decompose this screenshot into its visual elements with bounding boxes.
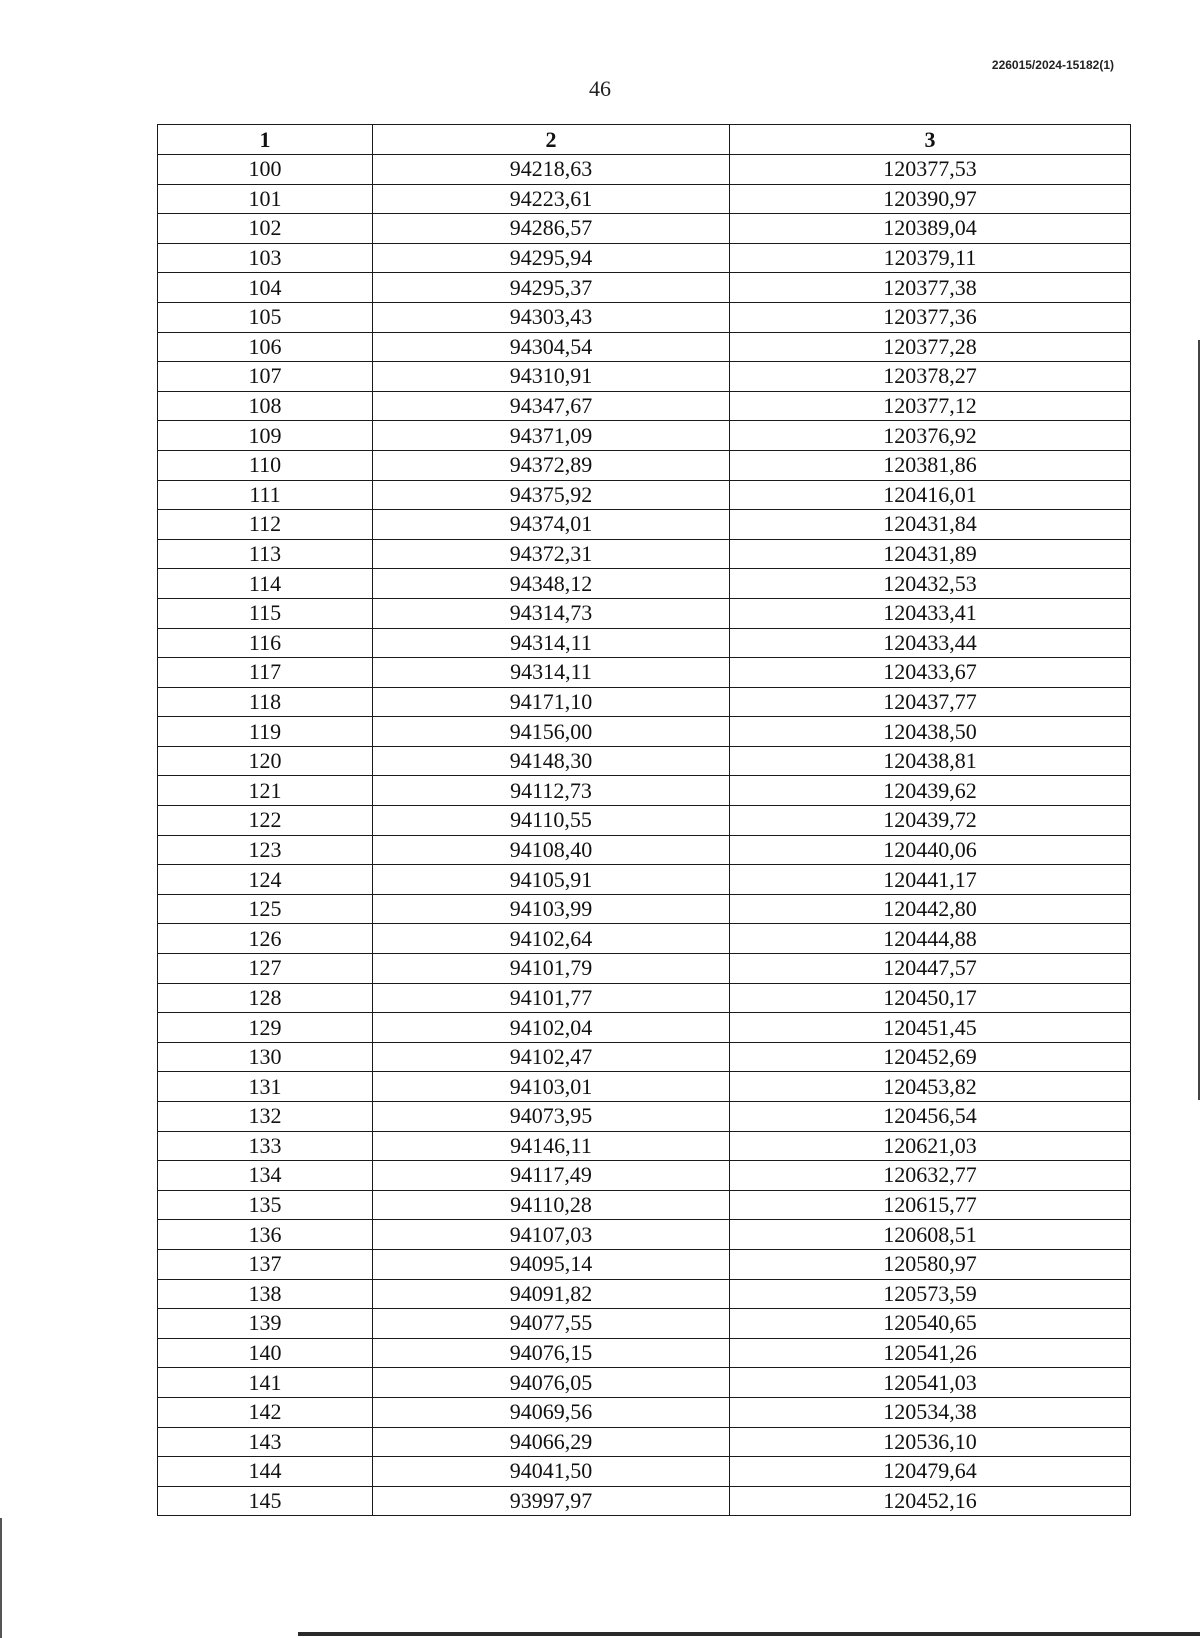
x-coordinate-cell: 94073,95 [373,1102,730,1132]
table-row [158,450,1131,480]
y-coordinate-cell: 120621,03 [730,1131,1131,1161]
point-number-cell: 144 [158,1457,373,1487]
table-row [158,894,1131,924]
x-coordinate-cell: 94117,49 [373,1161,730,1191]
x-coordinate-cell: 94105,91 [373,865,730,895]
table-row [158,1486,1131,1516]
x-coordinate-cell: 94103,99 [373,894,730,924]
y-coordinate-cell: 120540,65 [730,1309,1131,1339]
y-coordinate-cell: 120632,77 [730,1161,1131,1191]
y-coordinate-cell: 120580,97 [730,1249,1131,1279]
table-row [158,510,1131,540]
y-coordinate-cell: 120479,64 [730,1457,1131,1487]
y-coordinate-cell: 120534,38 [730,1397,1131,1427]
x-coordinate-cell: 94110,28 [373,1190,730,1220]
x-coordinate-cell: 94076,05 [373,1368,730,1398]
table-row [158,717,1131,747]
point-number-cell: 118 [158,687,373,717]
point-number-cell: 110 [158,450,373,480]
table-row [158,214,1131,244]
y-coordinate-cell: 120447,57 [730,954,1131,984]
y-coordinate-cell: 120456,54 [730,1102,1131,1132]
table-row [158,1102,1131,1132]
y-coordinate-cell: 120452,16 [730,1486,1131,1516]
x-coordinate-cell: 94091,82 [373,1279,730,1309]
y-coordinate-cell: 120437,77 [730,687,1131,717]
point-number-cell: 124 [158,865,373,895]
x-coordinate-cell: 93997,97 [373,1486,730,1516]
point-number-cell: 131 [158,1072,373,1102]
point-number-cell: 134 [158,1161,373,1191]
document-id: 226015/2024-15182(1) [991,58,1114,72]
table-row [158,1190,1131,1220]
y-coordinate-cell: 120541,26 [730,1338,1131,1368]
table-header-row [158,125,1131,155]
x-coordinate-cell: 94101,79 [373,954,730,984]
point-number-cell: 109 [158,421,373,451]
point-number-cell: 143 [158,1427,373,1457]
x-coordinate-cell: 94148,30 [373,746,730,776]
table-row [158,954,1131,984]
table-row [158,1457,1131,1487]
x-coordinate-cell: 94146,11 [373,1131,730,1161]
point-number-cell: 113 [158,539,373,569]
column-header-3: 3 [730,125,1131,155]
point-number-cell: 145 [158,1486,373,1516]
table-row [158,1161,1131,1191]
y-coordinate-cell: 120377,38 [730,273,1131,303]
x-coordinate-cell: 94107,03 [373,1220,730,1250]
point-number-cell: 111 [158,480,373,510]
y-coordinate-cell: 120378,27 [730,362,1131,392]
x-coordinate-cell: 94041,50 [373,1457,730,1487]
x-coordinate-cell: 94110,55 [373,806,730,836]
x-coordinate-cell: 94218,63 [373,155,730,185]
x-coordinate-cell: 94077,55 [373,1309,730,1339]
x-coordinate-cell: 94375,92 [373,480,730,510]
point-number-cell: 103 [158,243,373,273]
table-row [158,746,1131,776]
point-number-cell: 136 [158,1220,373,1250]
table-row [158,1013,1131,1043]
scan-left-edge [0,1518,2,1638]
x-coordinate-cell: 94295,94 [373,243,730,273]
point-number-cell: 104 [158,273,373,303]
y-coordinate-cell: 120433,44 [730,628,1131,658]
x-coordinate-cell: 94348,12 [373,569,730,599]
table-row [158,1338,1131,1368]
y-coordinate-cell: 120377,28 [730,332,1131,362]
x-coordinate-cell: 94112,73 [373,776,730,806]
x-coordinate-cell: 94069,56 [373,1397,730,1427]
table-row [158,273,1131,303]
y-coordinate-cell: 120608,51 [730,1220,1131,1250]
y-coordinate-cell: 120431,89 [730,539,1131,569]
x-coordinate-cell: 94310,91 [373,362,730,392]
y-coordinate-cell: 120433,67 [730,658,1131,688]
column-header-2: 2 [373,125,730,155]
point-number-cell: 123 [158,835,373,865]
table-row [158,687,1131,717]
point-number-cell: 102 [158,214,373,244]
point-number-cell: 108 [158,391,373,421]
y-coordinate-cell: 120389,04 [730,214,1131,244]
y-coordinate-cell: 120441,17 [730,865,1131,895]
point-number-cell: 101 [158,184,373,214]
y-coordinate-cell: 120439,72 [730,806,1131,836]
y-coordinate-cell: 120573,59 [730,1279,1131,1309]
table-row [158,302,1131,332]
table-row [158,1397,1131,1427]
y-coordinate-cell: 120444,88 [730,924,1131,954]
table-row [158,983,1131,1013]
x-coordinate-cell: 94295,37 [373,273,730,303]
table-row [158,155,1131,185]
x-coordinate-cell: 94066,29 [373,1427,730,1457]
x-coordinate-cell: 94303,43 [373,302,730,332]
x-coordinate-cell: 94102,04 [373,1013,730,1043]
y-coordinate-cell: 120442,80 [730,894,1131,924]
table-row [158,835,1131,865]
table-row [158,806,1131,836]
x-coordinate-cell: 94304,54 [373,332,730,362]
point-number-cell: 100 [158,155,373,185]
point-number-cell: 116 [158,628,373,658]
x-coordinate-cell: 94223,61 [373,184,730,214]
table-row [158,421,1131,451]
coordinates-table [157,124,1131,1516]
point-number-cell: 138 [158,1279,373,1309]
table-row [158,1309,1131,1339]
x-coordinate-cell: 94314,11 [373,628,730,658]
table-row [158,243,1131,273]
x-coordinate-cell: 94101,77 [373,983,730,1013]
point-number-cell: 140 [158,1338,373,1368]
point-number-cell: 114 [158,569,373,599]
x-coordinate-cell: 94103,01 [373,1072,730,1102]
x-coordinate-cell: 94156,00 [373,717,730,747]
x-coordinate-cell: 94314,11 [373,658,730,688]
y-coordinate-cell: 120615,77 [730,1190,1131,1220]
point-number-cell: 128 [158,983,373,1013]
y-coordinate-cell: 120390,97 [730,184,1131,214]
table-row [158,865,1131,895]
x-coordinate-cell: 94171,10 [373,687,730,717]
y-coordinate-cell: 120438,81 [730,746,1131,776]
table-row [158,924,1131,954]
x-coordinate-cell: 94374,01 [373,510,730,540]
point-number-cell: 125 [158,894,373,924]
point-number-cell: 137 [158,1249,373,1279]
table-row [158,1368,1131,1398]
y-coordinate-cell: 120541,03 [730,1368,1131,1398]
table-row [158,539,1131,569]
table-row [158,1131,1131,1161]
table-body [158,155,1131,1516]
table-row [158,332,1131,362]
y-coordinate-cell: 120432,53 [730,569,1131,599]
y-coordinate-cell: 120452,69 [730,1042,1131,1072]
y-coordinate-cell: 120379,11 [730,243,1131,273]
point-number-cell: 122 [158,806,373,836]
point-number-cell: 135 [158,1190,373,1220]
x-coordinate-cell: 94095,14 [373,1249,730,1279]
scan-bottom-rule [298,1632,1200,1636]
x-coordinate-cell: 94286,57 [373,214,730,244]
point-number-cell: 141 [158,1368,373,1398]
table-row [158,1279,1131,1309]
y-coordinate-cell: 120416,01 [730,480,1131,510]
y-coordinate-cell: 120377,12 [730,391,1131,421]
y-coordinate-cell: 120377,53 [730,155,1131,185]
x-coordinate-cell: 94108,40 [373,835,730,865]
x-coordinate-cell: 94372,89 [373,450,730,480]
table-row [158,569,1131,599]
point-number-cell: 139 [158,1309,373,1339]
column-header-1: 1 [158,125,373,155]
x-coordinate-cell: 94347,67 [373,391,730,421]
table-row [158,1249,1131,1279]
x-coordinate-cell: 94314,73 [373,598,730,628]
table-row [158,1427,1131,1457]
point-number-cell: 130 [158,1042,373,1072]
point-number-cell: 129 [158,1013,373,1043]
point-number-cell: 107 [158,362,373,392]
x-coordinate-cell: 94102,64 [373,924,730,954]
y-coordinate-cell: 120376,92 [730,421,1131,451]
table-row [158,362,1131,392]
table-row [158,184,1131,214]
y-coordinate-cell: 120381,86 [730,450,1131,480]
point-number-cell: 106 [158,332,373,362]
x-coordinate-cell: 94371,09 [373,421,730,451]
table-row [158,658,1131,688]
point-number-cell: 115 [158,598,373,628]
table-row [158,776,1131,806]
point-number-cell: 142 [158,1397,373,1427]
point-number-cell: 132 [158,1102,373,1132]
y-coordinate-cell: 120450,17 [730,983,1131,1013]
y-coordinate-cell: 120433,41 [730,598,1131,628]
table-row [158,1042,1131,1072]
y-coordinate-cell: 120438,50 [730,717,1131,747]
point-number-cell: 117 [158,658,373,688]
point-number-cell: 121 [158,776,373,806]
y-coordinate-cell: 120440,06 [730,835,1131,865]
y-coordinate-cell: 120439,62 [730,776,1131,806]
point-number-cell: 119 [158,717,373,747]
table-row [158,1072,1131,1102]
table-row [158,1220,1131,1250]
table-row [158,391,1131,421]
table-row [158,480,1131,510]
point-number-cell: 133 [158,1131,373,1161]
x-coordinate-cell: 94076,15 [373,1338,730,1368]
y-coordinate-cell: 120431,84 [730,510,1131,540]
y-coordinate-cell: 120453,82 [730,1072,1131,1102]
table-row [158,598,1131,628]
x-coordinate-cell: 94102,47 [373,1042,730,1072]
point-number-cell: 127 [158,954,373,984]
y-coordinate-cell: 120377,36 [730,302,1131,332]
x-coordinate-cell: 94372,31 [373,539,730,569]
y-coordinate-cell: 120536,10 [730,1427,1131,1457]
page-number: 46 [589,76,611,101]
point-number-cell: 105 [158,302,373,332]
point-number-cell: 112 [158,510,373,540]
table-row [158,628,1131,658]
point-number-cell: 120 [158,746,373,776]
y-coordinate-cell: 120451,45 [730,1013,1131,1043]
point-number-cell: 126 [158,924,373,954]
